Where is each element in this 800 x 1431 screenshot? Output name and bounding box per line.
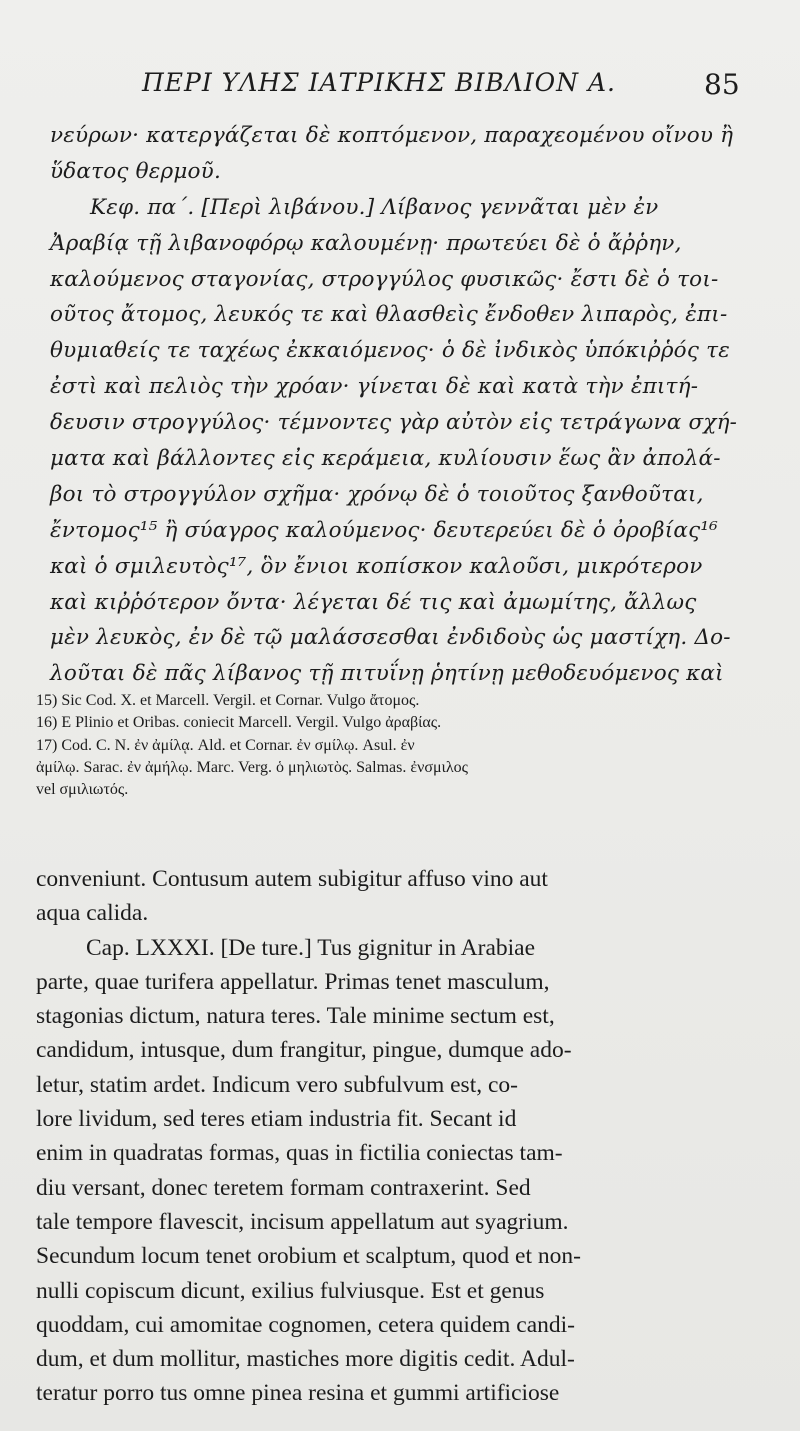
page-header	[0, 64, 800, 104]
latin-line: conveniunt. Contusum autem subigitur affuso vino aut	[36, 866, 548, 892]
greek-line: οῦτος ἄτομος, λευκός τε καὶ θλασθεὶς ἔνδοθεν λιπαρὸς, ἐπι-	[50, 302, 728, 328]
latin-line: letur, statim ardet. Indicum vero subfulvum est, co-	[36, 1071, 518, 1098]
greek-line: καὶ ὁ σμιλευτὸς¹⁷, ὃν ἔνιοι κοπίσκον καλοῦσι, μικρότερον	[50, 553, 703, 579]
footnote-line: 17) Cod. C. N. ἐν ἀμίλᾳ. Ald. et Cornar. ἐν σμίλῳ. Asul. ἐν	[36, 736, 415, 754]
footnote-line: 15) Sic Cod. X. et Marcell. Vergil. et Cornar. Vulgo ἄτομος.	[36, 692, 420, 709]
running-title: ΠΕΡΙ ΥΛΗΣ ΙΑΤΡΙΚΗΣ ΒΙΒΛΙΟΝ Α.	[142, 68, 616, 97]
latin-line: lore lividum, sed teres etiam industria fit. Secant id	[36, 1106, 517, 1133]
latin-chapter-heading: Cap. LXXXI. [De ture.] Tus gignitur in Arabiae	[86, 934, 536, 961]
footnote-line: 16) E Plinio et Oribas. coniecit Marcell. Vergil. Vulgo ἀραβίας.	[36, 714, 442, 732]
footnote-line: vel σμιλιωτός.	[36, 781, 129, 799]
latin-line: nulli copiscum dicunt, exilius fulviusque. Est et genus	[36, 1277, 545, 1304]
greek-line: θυμιαθείς τε ταχέως ἐκκαιόμενος· ὁ δὲ ἰνδικὸς ὑπόκιῤῥός τε	[50, 338, 730, 364]
footnote-line: ἀμίλῳ. Sarac. ἐν ἀμήλῳ. Marc. Verg. ὁ μηλιωτὸς. Salmas. ἐνσμιλος	[36, 758, 468, 776]
latin-line: dum, et dum mollitur, mastiches more digitis cedit. Adul-	[36, 1346, 575, 1373]
page-number: 85	[704, 68, 740, 101]
latin-line: tale tempore flavescit, incisum appellatum aut syagrium.	[36, 1208, 569, 1235]
greek-line: μὲν λευκὸς, ἐν δὲ τῷ μαλάσσεσθαι ἐνδιδοὺς ὡς μαστίχη. Δο-	[50, 625, 731, 651]
latin-line: stagonias dictum, natura teres. Tale minime sectum est,	[36, 1003, 555, 1030]
greek-line: νεύρων· κατεργάζεται δὲ κοπτόμενον, παραχεομένου οἴνου ἢ	[50, 123, 734, 148]
latin-line: Secundum locum tenet orobium et scalptum, quod et non-	[36, 1243, 581, 1270]
greek-line: βοι τὸ στρογγύλον σχῆμα· χρόνῳ δὲ ὁ τοιοῦτος ξανθοῦται,	[50, 481, 704, 507]
latin-line: enim in quadratas formas, quas in fictilia coniectas tam-	[36, 1140, 563, 1167]
greek-line: Ἀραβίᾳ τῇ λιβανοφόρῳ καλουμένῃ· πρωτεύει δὲ ὁ ἄῤῥην,	[50, 230, 682, 256]
latin-line: parte, quae turifera appellatur. Primas tenet masculum,	[36, 968, 550, 995]
greek-line: ματα καὶ βάλλοντες εἰς κεράμεια, κυλίουσιν ἕως ἂν ἀπολά-	[50, 446, 721, 472]
latin-text-block	[36, 862, 771, 1411]
latin-line: diu versant, donec teretem formam contraxerint. Sed	[36, 1174, 531, 1201]
latin-line: aqua calida.	[36, 900, 149, 927]
footnotes-block	[36, 690, 771, 801]
greek-line: ἔντομος¹⁵ ἢ σύαγρος καλούμενος· δευτερεύει δὲ ὁ ὀροβίας¹⁶	[50, 517, 718, 543]
greek-line: λοῦται δὲ πᾶς λίβανος τῇ πιτυΐνῃ ῥητίνῃ μεθοδευόμενος καὶ	[50, 661, 724, 687]
greek-chapter-heading: Κεφ. πα΄. [Περὶ λιβάνου.] Λίβανος γεννᾶται μὲν ἐν	[90, 194, 659, 220]
greek-line: ἐστὶ καὶ πελιὸς τὴν χρόαν· γίνεται δὲ καὶ κατὰ τὴν ἐπιτή-	[50, 374, 699, 400]
greek-line: δευσιν στρογγύλος· τέμνοντες γὰρ αὐτὸν εἰς τετράγωνα σχή-	[50, 410, 738, 436]
greek-line: ὕδατος θερμοῦ.	[50, 158, 221, 184]
latin-line: teratur porro tus omne pinea resina et gummi artificiose	[36, 1380, 560, 1407]
latin-line: quoddam, cui amomitae cognomen, cetera quidem candi-	[36, 1311, 575, 1338]
latin-line: candidum, intusque, dum frangitur, pingue, dumque ado-	[36, 1037, 572, 1064]
greek-line: καὶ κιῤῥότερον ὄντα· λέγεται δέ τις καὶ ἀμωμίτης, ἄλλως	[50, 589, 697, 615]
greek-line: καλούμενος σταγονίας, στρογγύλος φυσικῶς· ἔστι δὲ ὁ τοι-	[50, 266, 719, 292]
greek-text-block	[50, 118, 770, 692]
